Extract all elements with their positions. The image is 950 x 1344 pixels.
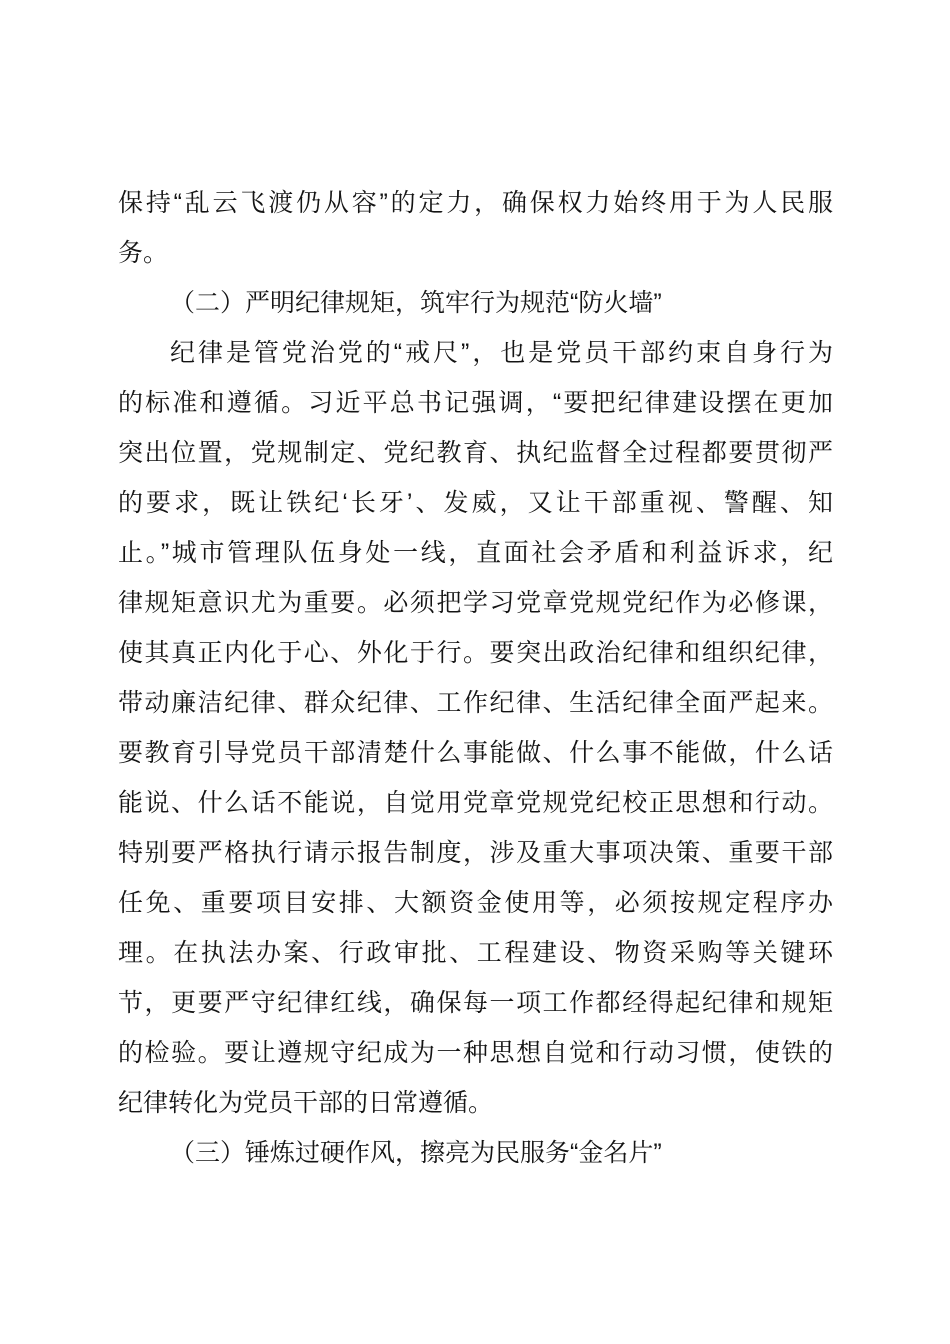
text-line: 突出位置，党规制定、党纪教育、执纪监督全过程都要贯彻严 (118, 439, 833, 467)
text-line: 止。”城市管理队伍身处一线，直面社会矛盾和利益诉求，纪 (118, 539, 833, 567)
text-line: 务。 (118, 239, 169, 267)
text-line: 纪律是管党治党的“戒尺”，也是党员干部约束自身行为 (170, 339, 833, 367)
text-line: 的检验。要让遵规守纪成为一种思想自觉和行动习惯，使铁的 (118, 1039, 833, 1067)
text-line: 的标准和遵循。习近平总书记强调，“要把纪律建设摆在更加 (118, 389, 833, 417)
text-line: 要教育引导党员干部清楚什么事能做、什么事不能做，什么话 (118, 739, 833, 767)
section-heading: （三）锤炼过硬作风，擦亮为民服务“金名片” (170, 1139, 662, 1167)
text-line: 能说、什么话不能说，自觉用党章党规党纪校正思想和行动。 (118, 789, 833, 817)
text-line: 特别要严格执行请示报告制度，涉及重大事项决策、重要干部 (118, 839, 833, 867)
text-line: 保持“乱云飞渡仍从容”的定力，确保权力始终用于为人民服 (118, 189, 833, 217)
text-line: 使其真正内化于心、外化于行。要突出政治纪律和组织纪律， (118, 639, 833, 667)
text-line: 纪律转化为党员干部的日常遵循。 (118, 1089, 494, 1117)
text-line: 任免、重要项目安排、大额资金使用等，必须按规定程序办 (118, 889, 833, 917)
section-heading: （二）严明纪律规矩，筑牢行为规范“防火墙” (170, 289, 662, 317)
text-line: 的要求，既让铁纪‘长牙’、发威，又让干部重视、警醒、知 (118, 489, 833, 517)
document-text (118, 178, 833, 1178)
text-line: 理。在执法办案、行政审批、工程建设、物资采购等关键环 (118, 939, 833, 967)
text-line: 律规矩意识尤为重要。必须把学习党章党规党纪作为必修课， (118, 589, 833, 617)
text-line: 带动廉洁纪律、群众纪律、工作纪律、生活纪律全面严起来。 (118, 689, 833, 717)
text-line: 节，更要严守纪律红线，确保每一项工作都经得起纪律和规矩 (118, 989, 833, 1017)
